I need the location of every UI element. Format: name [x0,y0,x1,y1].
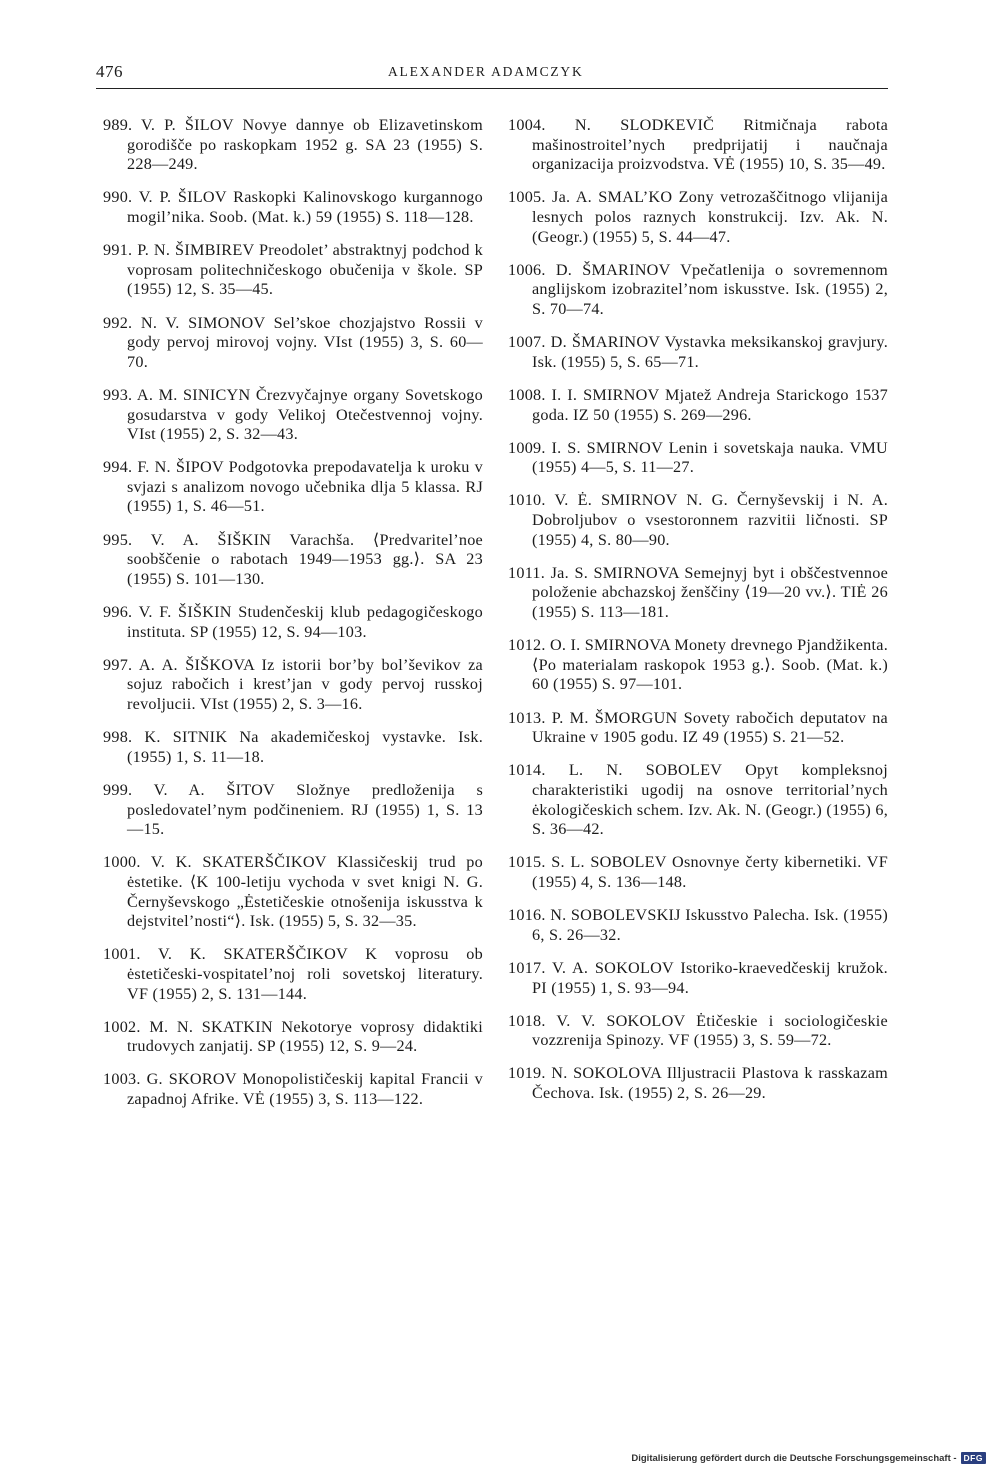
bibliography-entry [508,333,888,372]
entry-text: K. SITNIK Na akademičeskoj vystavke. Isk. (1955) 1, S. 11—18. [127,728,483,766]
entry-text: A. M. SINICYN Črezvyčajnye organy Sovetskogo gosudarstva v gody Velikoj Otečestvennoj vojny. VIst (1955) 2, S. 32—43. [127,385,483,444]
dfg-logo: DFG [961,1452,986,1464]
entry-number: 998. [103,728,133,747]
entry-text: D. ŠMARINOV Vpečatlenija o sovremennom anglijskom izobrazitel’nom iskusstve. Isk. (1955) 2, S. 70—74. [532,260,889,318]
bibliography-entry [508,386,888,425]
entry-number: 1007. [508,333,546,352]
bibliography-entry [103,531,483,590]
bibliography-entry [508,439,888,478]
entry-number: 1017. [508,958,546,977]
bibliography-entry [103,314,483,373]
entry-number: 999. [103,780,133,799]
bibliography-entry [103,728,483,767]
entry-text: M. N. SKATKIN Nekotorye voprosy didaktiki trudovych zanjatij. SP (1955) 12, S. 9—24. [127,1017,483,1056]
bibliography-entry [508,1064,888,1103]
entry-number: 1014. [508,761,546,780]
entry-text: P. N. ŠIMBIREV Preodolet’ abstraktnyj podchod k voprosam politechničeskogo obučenija v škole. SP (1955) 12, S. 35—45. [127,241,484,299]
entry-text: L. N. SOBOLEV Opyt kompleksnoj charakteristiki ugodij na osnove territorial’nych ėkologičeskich schem. Izv. Ak. N. (Geogr.) (1955) 6, S. 36—42. [532,761,888,839]
bibliography-entry [508,906,888,945]
bibliography-entry [103,386,483,445]
entry-text: V. Ė. SMIRNOV N. G. Černyševskij i N. A. Dobroljubov o vsestoronnem razvitii ličnosti. SP (1955) 4, S. 80—90. [532,491,888,549]
bibliography-entry [508,636,888,695]
entry-number: 1008. [508,385,546,404]
page-header [96,62,888,89]
entry-text: P. M. ŠMORGUN Sovety rabočich deputatov na Ukraine v 1905 godu. IZ 49 (1955) S. 21—52. [532,708,888,747]
entry-number: 1005. [508,188,546,207]
entry-text: S. L. SOBOLEV Osnovnye čerty kibernetiki. VF (1955) 4, S. 136—148. [532,853,888,891]
entry-text: N. SOBOLEVSKIJ Iskusstvo Palecha. Isk. (1955) 6, S. 26—32. [532,906,889,944]
entry-text: V. F. ŠIŠKIN Studenčeskij klub pedagogičeskogo instituta. SP (1955) 12, S. 94—103. [127,603,483,641]
entry-text: D. ŠMARINOV Vystavka meksikanskoj gravjury. Isk. (1955) 5, S. 65—71. [532,333,889,371]
bibliography-entry [508,1012,888,1051]
entry-number: 1000. [103,853,141,872]
entry-text: V. V. SOKOLOV Ėtičeskie i sociologičeskie vozzrenija Spinozy. VF (1955) 3, S. 59—72. [532,1011,888,1050]
entry-number: 1016. [508,906,546,925]
entry-number: 994. [103,458,133,477]
entry-number: 1002. [103,1017,141,1036]
entry-text: V. A. SOKOLOV Istoriko-kraevedčeskij kružok. PI (1955) 1, S. 93—94. [532,958,888,997]
entry-text: G. SKOROV Monopolističeskij kapital Francii v zapadnoj Afrike. VĖ (1955) 3, S. 113—122. [127,1070,483,1109]
entry-text: Ja. A. SMAL’KO Zony vetrozaščitnogo vlijanija lesnych polos raznych konstrukcij. Izv. Ak. N. (Geogr.) (1955) 5, S. 44—47. [532,188,888,246]
entry-number: 995. [103,530,133,549]
entry-number: 1013. [508,708,546,727]
bibliography-entry [103,603,483,642]
entry-number: 997. [103,655,133,674]
bibliography-entry [508,709,888,748]
left-column [103,116,483,1123]
entry-text: V. A. ŠITOV Složnye predloženija s posledovatel’nym podčineniem. RJ (1955) 1, S. 13—15. [127,780,483,839]
bibliography-entry [103,945,483,1004]
entry-text: I. I. SMIRNOV Mjatež Andreja Starickogo 1537 goda. IZ 50 (1955) S. 269—296. [532,385,888,424]
bibliography-entry [103,853,483,931]
entry-number: 996. [103,603,133,622]
entry-text: V. K. SKATERŠČIKOV Klassičeskij trud po ėstetike. ⟨K 100-letiju vychoda v svet knigi N. G. Černyševskogo „Ėstetičeskie otnošenija iskusstva k dejstvitel’nosti“⟩. Isk. (1955) 5, S. 32—35. [127,853,483,931]
entry-text: V. P. ŠILOV Raskopki Kalinovskogo kurgannogo mogil’nika. Soob. (Mat. k.) 59 (1955) S. 118—128. [127,188,483,226]
entry-text: F. N. ŠIPOV Podgotovka prepodavatelja k uroku v svjazi s analizom novogo učebnika dlja 5 klassa. RJ (1955) 1, S. 46—51. [127,458,483,516]
bibliography-entry [103,781,483,840]
bibliography-entry [508,853,888,892]
page-number: 476 [96,62,123,81]
bibliography-entry [508,564,888,623]
entry-number: 1006. [508,260,546,279]
entry-text: N. V. SIMONOV Sel’skoe chozjajstvo Rossii v gody pervoj mirovoj vojny. VIst (1955) 3, S. 60—70. [127,313,483,371]
bibliography-entry [103,656,483,715]
bibliography-entry [103,1018,483,1057]
entry-text: I. S. SMIRNOV Lenin i sovetskaja nauka. VMU (1955) 4—5, S. 11—27. [532,438,888,477]
footer [631,1452,986,1464]
entry-text: N. SOKOLOVA Illjustracii Plastova k rasskazam Čechova. Isk. (1955) 2, S. 26—29. [532,1064,888,1103]
entry-number: 1001. [103,945,141,964]
bibliography-entry [103,458,483,517]
entry-number: 990. [103,188,133,207]
entry-text: V. K. SKATERŠČIKOV K voprosu ob ėstetičeski-vospitatel’noj roli sovetskoj literatury. VF (1955) 2, S. 131—144. [127,945,483,1003]
entry-number: 1019. [508,1064,546,1083]
entry-text: N. SLODKEVIČ Ritmičnaja rabota mašinostroitel’nych predprijatij i naučnaja organizacija proizvodstva. VĖ (1955) 10, S. 35—49. [532,116,889,174]
entry-number: 1009. [508,438,546,457]
entry-text: O. I. SMIRNOVA Monety drevnego Pjandžikenta. ⟨Po materialam raskopok 1953 g.⟩. Soob. (Mat. k.) 60 (1955) S. 97—101. [532,636,889,694]
entry-number: 1010. [508,491,546,510]
bibliography-entry [508,959,888,998]
footer-text: Digitalisierung gefördert durch die Deutsche Forschungsgemeinschaft - [631,1452,957,1464]
bibliography-entry [508,116,888,175]
entry-number: 1015. [508,853,546,872]
bibliography-entry [508,261,888,320]
bibliography-entry [103,188,483,227]
bibliography-entry [508,188,888,247]
entry-text: V. A. ŠIŠKIN Varachša. ⟨Predvaritel’noe soobščenie o rabotach 1949—1953 gg.⟩. SA 23 (1955) S. 101—130. [127,530,483,588]
entry-number: 1011. [508,563,546,582]
running-title: ALEXANDER ADAMCZYK [388,64,584,79]
bibliography-entry [103,1070,483,1109]
entry-number: 991. [103,241,133,260]
bibliography-entry [508,491,888,550]
entry-text: V. P. ŠILOV Novye dannye ob Elizavetinskom gorodišče po raskopkam 1952 g. SA 23 (1955) S. 228—249. [127,116,483,174]
entry-text: A. A. ŠIŠKOVA Iz istorii bor’by bol’ševikov za sojuz rabočich i krest’jan v gody pervoj russkoj revoljucii. VIst (1955) 2, S. 3—16. [127,655,483,713]
entry-number: 993. [103,385,133,404]
entry-number: 1018. [508,1011,546,1030]
entry-number: 1004. [508,116,546,134]
entry-number: 989. [103,116,133,134]
entry-number: 1012. [508,636,546,655]
bibliography-entry [103,116,483,175]
entry-text: Ja. S. SMIRNOVA Semejnyj byt i obščestvennoe položenie abchazskoj ženščiny ⟨19—20 vv.⟩. TIĖ 26 (1955) S. 113—181. [532,563,889,622]
right-column [508,116,888,1117]
bibliography-entry [103,241,483,300]
entry-number: 992. [103,313,133,332]
bibliography-entry [508,761,888,839]
entry-number: 1003. [103,1070,141,1089]
